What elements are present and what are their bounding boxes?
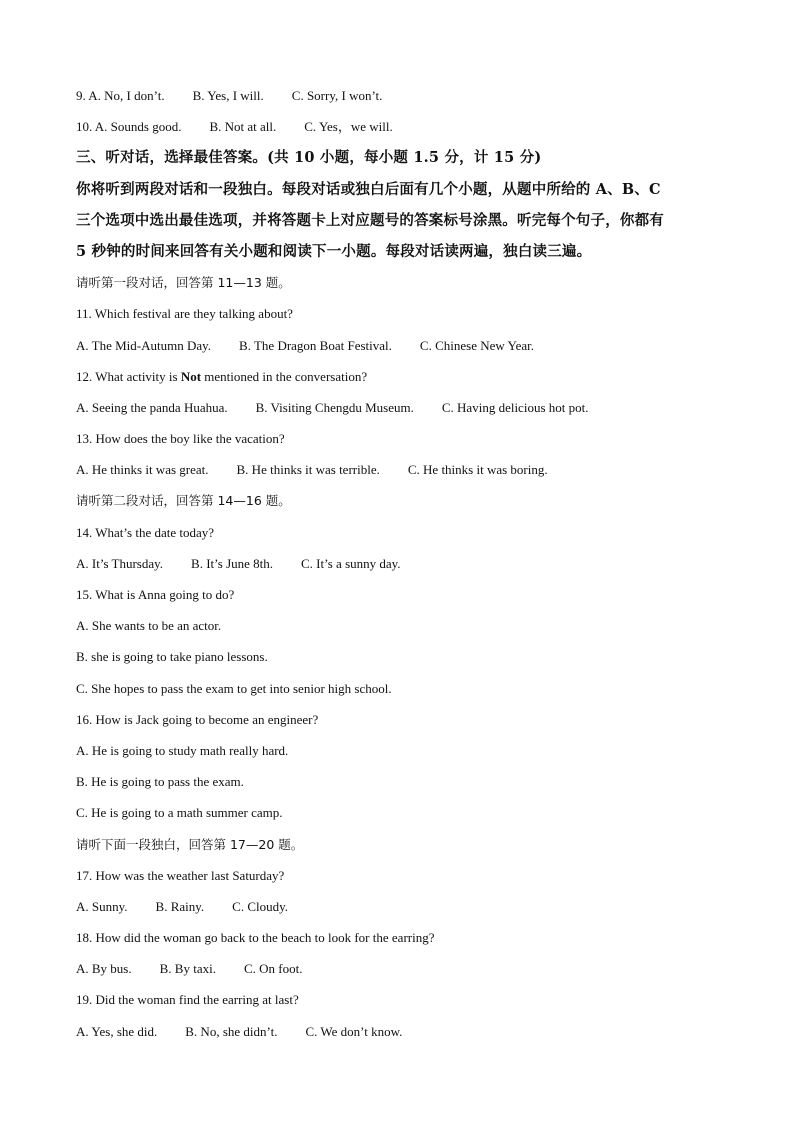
question-18-options	[76, 953, 726, 984]
section-3-title: 三、听对话，选择最佳答案。(共 10 小题，每小题 1.5 分，计 15 分)	[76, 149, 542, 167]
option-a: A. Yes, she did.	[76, 1023, 158, 1039]
dialog-1-intro: 请听第一段对话，回答第 11—13 题。	[76, 275, 291, 291]
exam-page	[76, 80, 726, 1047]
option-b: B. No, she didn’t.	[185, 1023, 278, 1039]
question-15-stem: 15. What is Anna going to do?	[76, 587, 235, 602]
option-a: 9. A. No, I don’t.	[76, 88, 165, 103]
option-c: C. Yes，we will.	[304, 119, 393, 135]
question-19-stem: 19. Did the woman find the earring at last?	[76, 992, 299, 1008]
option-c: C. It’s a sunny day.	[301, 555, 401, 571]
option-c: C. He thinks it was boring.	[407, 462, 548, 478]
question-12-stem	[76, 361, 726, 392]
option-a: A. By bus.	[76, 961, 132, 977]
stem-text: mentioned in the conversation?	[201, 368, 368, 384]
option-b: B. The Dragon Boat Festival.	[239, 337, 392, 353]
section-3-instruction-line-3: 5 秒钟的时间来回答有关小题和阅读下一小题。每段对话读两遍，独白读三遍。	[76, 242, 592, 260]
question-9-options	[76, 80, 726, 111]
section-3-instruction-line-2: 三个选项中选出最佳选项，并将答题卡上对应题号的答案标号涂黑。听完每个句子，你都有	[76, 211, 664, 229]
question-17-stem: 17. How was the weather last Saturday?	[76, 867, 285, 883]
question-14-stem: 14. What’s the date today?	[76, 524, 215, 540]
option-b: B. It’s June 8th.	[191, 555, 274, 571]
option-a: A. The Mid-Autumn Day.	[76, 337, 212, 353]
question-17-options	[76, 891, 726, 922]
option-a: A. Seeing the panda Huahua.	[76, 399, 228, 415]
question-11-options	[76, 330, 726, 361]
question-16-option-c: C. He is going to a math summer camp.	[76, 805, 283, 821]
dialog-2-intro: 请听第二段对话，回答第 14—16 题。	[76, 493, 291, 509]
question-10-options	[76, 111, 726, 142]
option-a: 10. A. Sounds good.	[76, 119, 182, 135]
option-c: C. Sorry, I won’t.	[291, 88, 383, 103]
question-19-options	[76, 1016, 726, 1047]
option-b: B. He thinks it was terrible.	[236, 462, 380, 478]
question-16-option-a: A. He is going to study math really hard.	[76, 742, 289, 758]
question-13-options	[76, 454, 726, 485]
option-b: B. Not at all.	[209, 119, 277, 135]
question-13-stem: 13. How does the boy like the vacation?	[76, 431, 285, 447]
option-c: C. Having delicious hot pot.	[441, 399, 589, 415]
question-12-options	[76, 392, 726, 423]
question-15-option-a: A. She wants to be an actor.	[76, 618, 222, 634]
monologue-intro: 请听下面一段独白，回答第 17—20 题。	[76, 836, 304, 852]
option-b: B. Visiting Chengdu Museum.	[255, 399, 414, 415]
stem-emphasis: Not	[180, 368, 202, 384]
question-16-option-b: B. He is going to pass the exam.	[76, 774, 244, 790]
option-c: C. On foot.	[243, 961, 303, 977]
option-a: A. It’s Thursday.	[76, 555, 164, 571]
section-3-instruction-line-1: 你将听到两段对话和一段独白。每段对话或独白后面有几个小题，从题中所给的 A、B、C	[76, 180, 661, 198]
question-14-options	[76, 548, 726, 579]
option-b: B. Yes, I will.	[192, 88, 264, 103]
option-b: B. Rainy.	[155, 898, 205, 914]
question-11-stem: 11. Which festival are they talking about?	[76, 306, 293, 322]
option-b: B. By taxi.	[159, 961, 216, 977]
stem-text: 12. What activity is	[76, 368, 181, 384]
question-15-option-c: C. She hopes to pass the exam to get into senior high school.	[76, 680, 392, 696]
question-16-stem: 16. How is Jack going to become an engineer?	[76, 711, 319, 727]
question-15-option-b: B. she is going to take piano lessons.	[76, 649, 268, 665]
option-a: A. Sunny.	[76, 898, 128, 914]
option-c: C. Cloudy.	[232, 898, 289, 914]
option-c: C. Chinese New Year.	[419, 337, 535, 353]
question-18-stem: 18. How did the woman go back to the beach to look for the earring?	[76, 930, 435, 946]
option-c: C. We don’t know.	[305, 1023, 403, 1039]
option-a: A. He thinks it was great.	[76, 462, 209, 478]
